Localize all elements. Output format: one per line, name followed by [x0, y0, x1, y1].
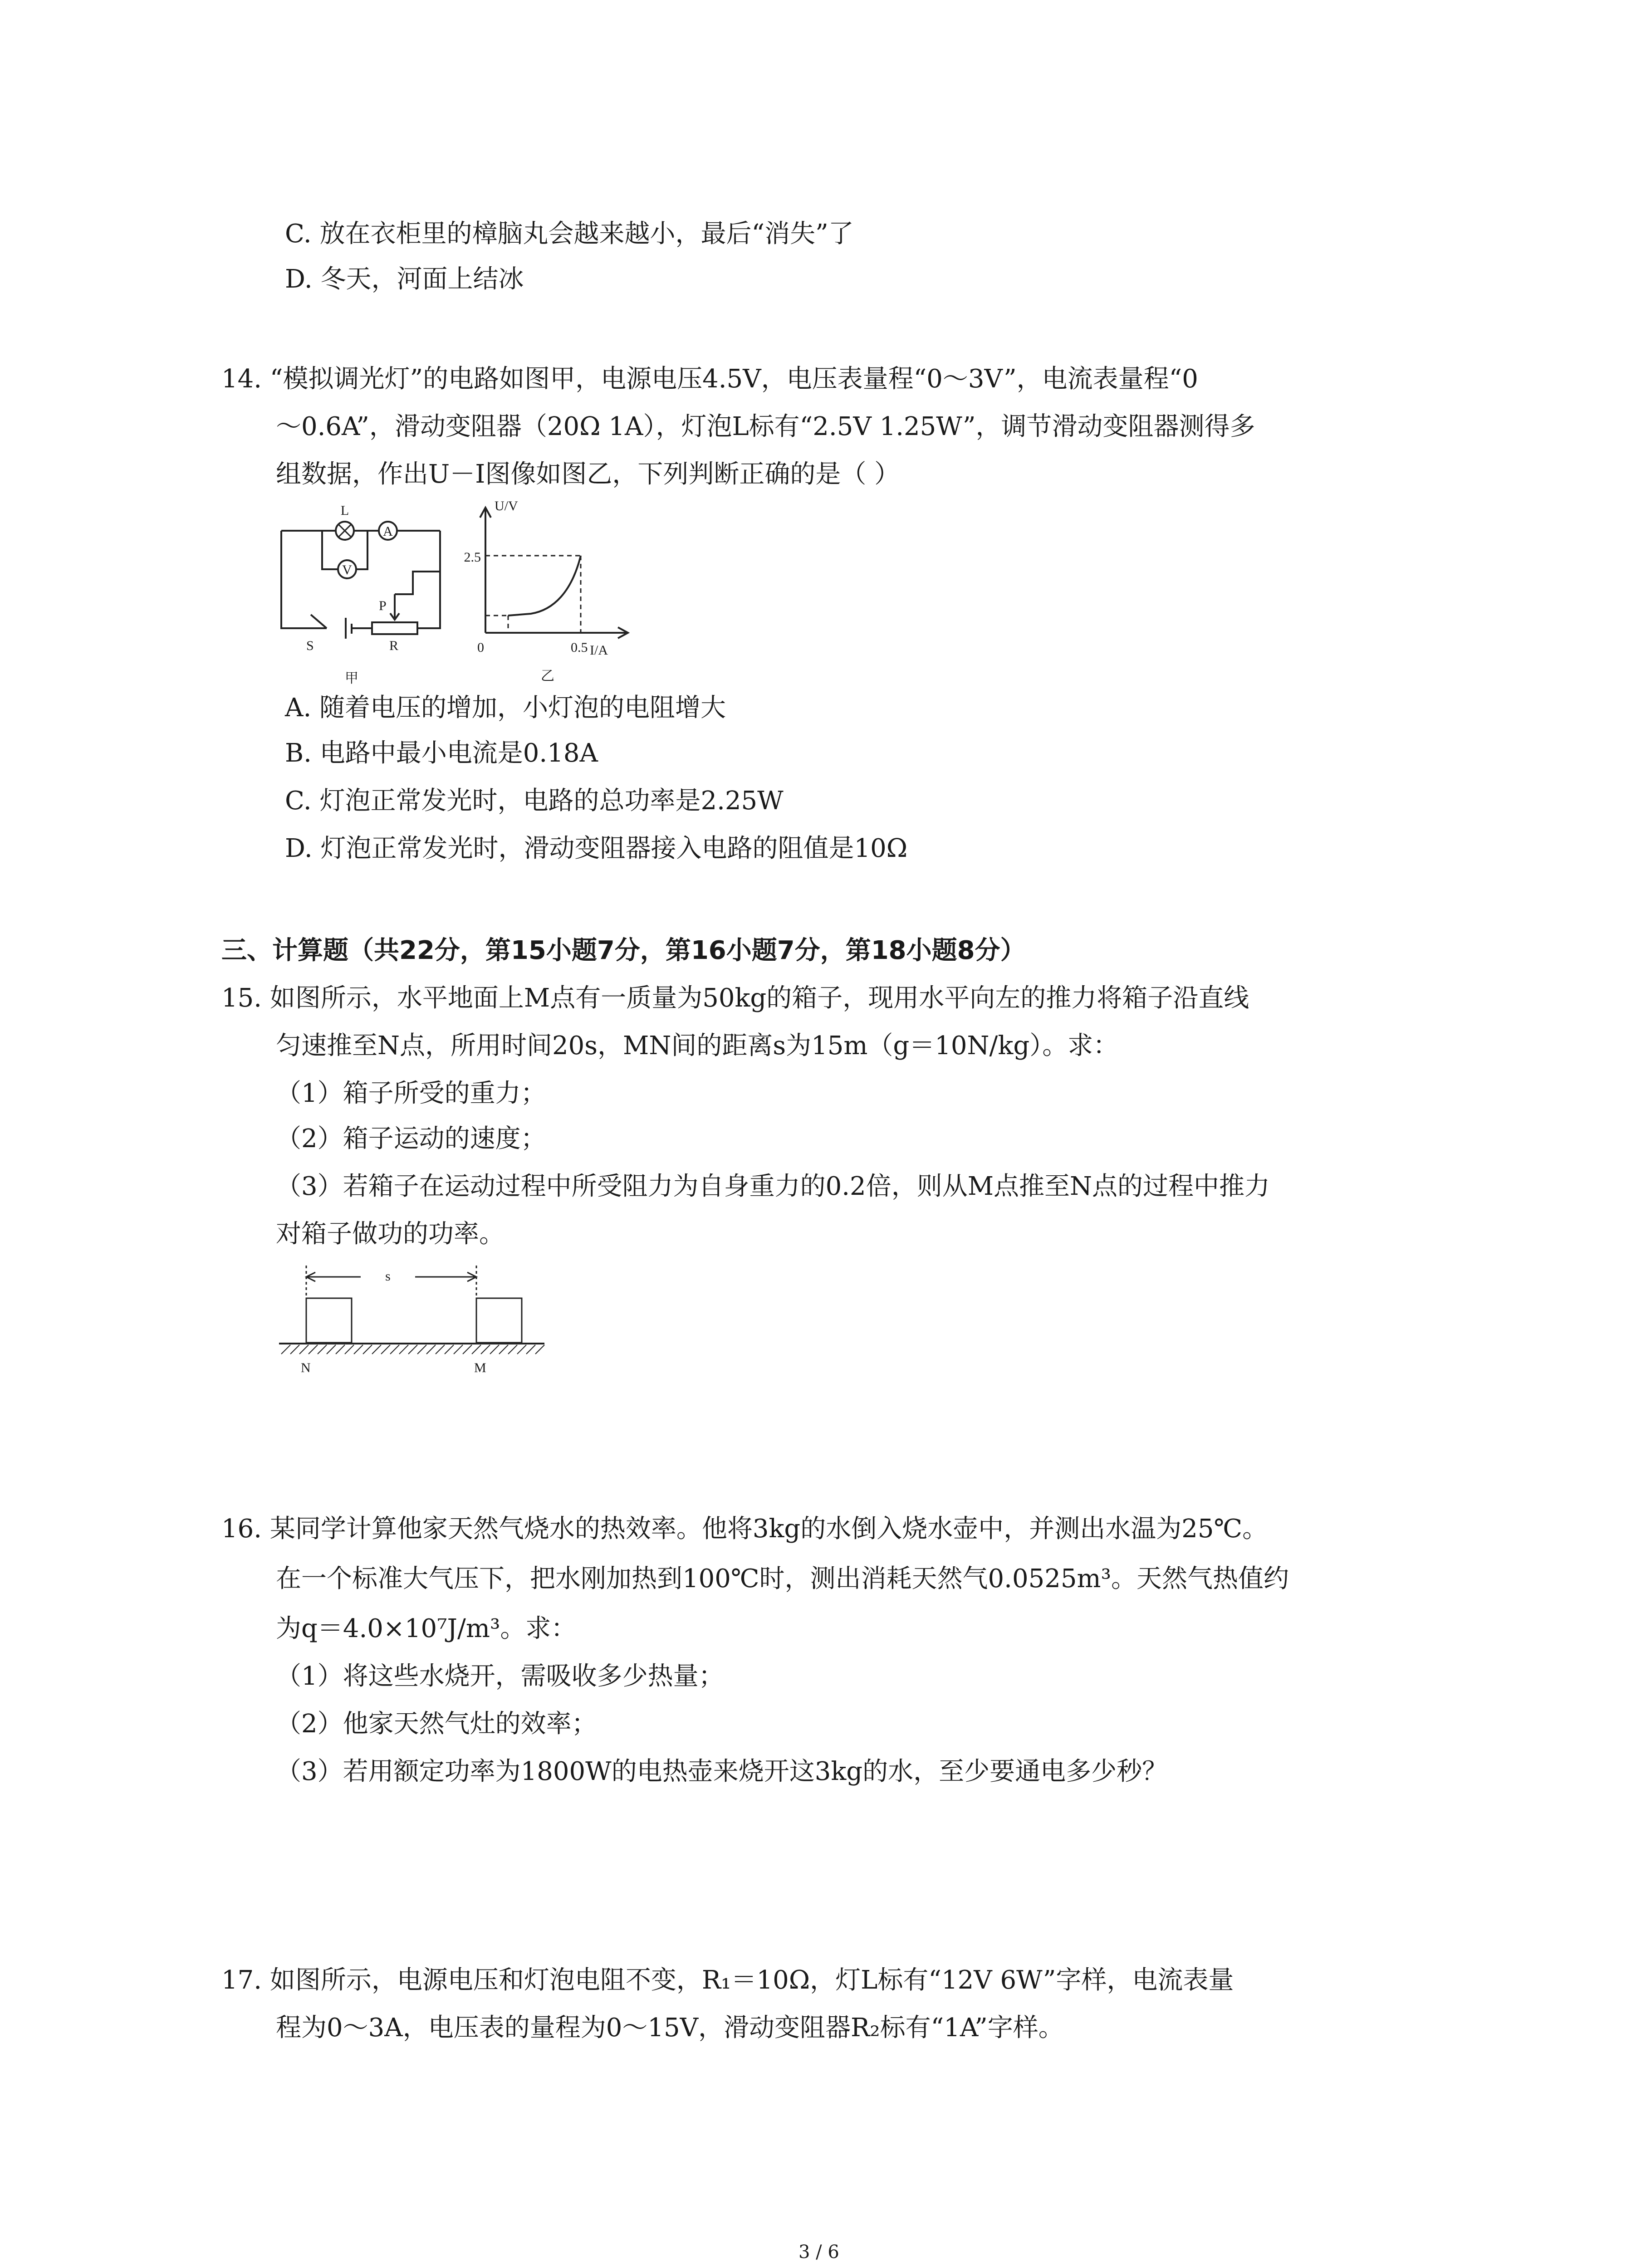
slider-label: P	[379, 598, 387, 613]
q17-stem-line-1: 17. 如图所示，电源电压和灯泡电阻不变，R₁＝10Ω，灯L标有“12V 6W”字样，电流表量	[221, 1965, 1234, 1995]
q15-subquestion-2: （2）箱子运动的速度；	[276, 1124, 546, 1154]
voltmeter-label: V	[342, 562, 352, 577]
q15-subquestion-3-line-1: （3）若箱子在运动过程中所受阻力为自身重力的0.2倍，则从M点推至N点的过程中推力	[276, 1172, 1270, 1201]
q15-box-diagram	[279, 1261, 551, 1383]
graph-origin-label: 0	[477, 640, 484, 655]
q14-option-d: D. 灯泡正常发光时，滑动变阻器接入电路的阻值是10Ω	[285, 834, 908, 863]
q17-stem-line-2: 程为0～3A，电压表的量程为0～15V，滑动变阻器R₂标有“1A”字样。	[276, 2013, 1064, 2043]
q15-subquestion-1: （1）箱子所受的重力；	[276, 1079, 546, 1108]
q14-stem-line-1: 14. “模拟调光灯”的电路如图甲，电源电压4.5V，电压表量程“0～3V”，电流表量程“0	[221, 364, 1198, 394]
q14-stem-line-2: ～0.6A”，滑动变阻器（20Ω 1A），灯泡L标有“2.5V 1.25W”，调节滑动变阻器测得多	[276, 412, 1255, 441]
graph-x-axis-label: I/A	[590, 643, 608, 658]
graph-caption: 乙	[541, 669, 554, 684]
q14-option-a: A. 随着电压的增加，小灯泡的电阻增大	[285, 693, 726, 723]
lamp-label: L	[340, 503, 349, 518]
q16-subquestion-2: （2）他家天然气灶的效率；	[276, 1709, 597, 1739]
q16-stem-line-1: 16. 某同学计算他家天然气烧水的热效率。他将3kg的水倒入烧水壶中，并测出水温为25℃。	[221, 1514, 1268, 1544]
graph-y-axis-label: U/V	[495, 499, 518, 513]
graph-x-tick-0-5: 0.5	[571, 640, 588, 655]
q16-subquestion-1: （1）将这些水烧开，需吸收多少热量；	[276, 1662, 724, 1691]
distance-label: s	[385, 1269, 391, 1284]
q15-stem-line-2: 匀速推至N点，所用时间20s，MN间的距离s为15m（g＝10N/kg）。求：	[276, 1031, 1119, 1061]
q13-option-c: C. 放在衣柜里的樟脑丸会越来越小，最后“消失”了	[285, 219, 854, 249]
ammeter-label: A	[383, 524, 393, 539]
q14-option-c: C. 灯泡正常发光时，电路的总功率是2.25W	[285, 786, 784, 816]
switch-label: S	[306, 638, 314, 653]
graph-y-tick-2-5: 2.5	[464, 550, 481, 565]
q14-option-b: B. 电路中最小电流是0.18A	[285, 738, 598, 768]
q15-stem-line-1: 15. 如图所示，水平地面上M点有一质量为50kg的箱子，现用水平向左的推力将箱子沿直线	[221, 983, 1249, 1013]
q15-subquestion-3-line-2: 对箱子做功的功率。	[276, 1219, 505, 1249]
rheostat-label: R	[389, 638, 399, 653]
circuit-caption: 甲	[345, 671, 358, 686]
q14-ui-graph	[464, 497, 640, 687]
page-number: 3 / 6	[798, 2242, 839, 2263]
q14-circuit-diagram	[277, 499, 467, 689]
q16-subquestion-3: （3）若用额定功率为1800W的电热壶来烧开这3kg的水，至少要通电多少秒？	[276, 1757, 1168, 1786]
point-m-label: M	[474, 1360, 486, 1375]
section-3-heading: 三、计算题（共22分，第15小题7分，第16小题7分，第18小题8分）	[221, 936, 1026, 965]
q16-stem-line-3: 为q＝4.0×10⁷J/m³。求：	[276, 1614, 577, 1643]
q16-stem-line-2: 在一个标准大气压下，把水刚加热到100℃时，测出消耗天然气0.0525m³。天然气热值约	[276, 1564, 1289, 1593]
q14-stem-line-3: 组数据，作出U－I图像如图乙，下列判断正确的是（ ）	[276, 459, 900, 489]
q13-option-d: D. 冬天，河面上结冰	[285, 264, 524, 294]
point-n-label: N	[301, 1360, 311, 1375]
